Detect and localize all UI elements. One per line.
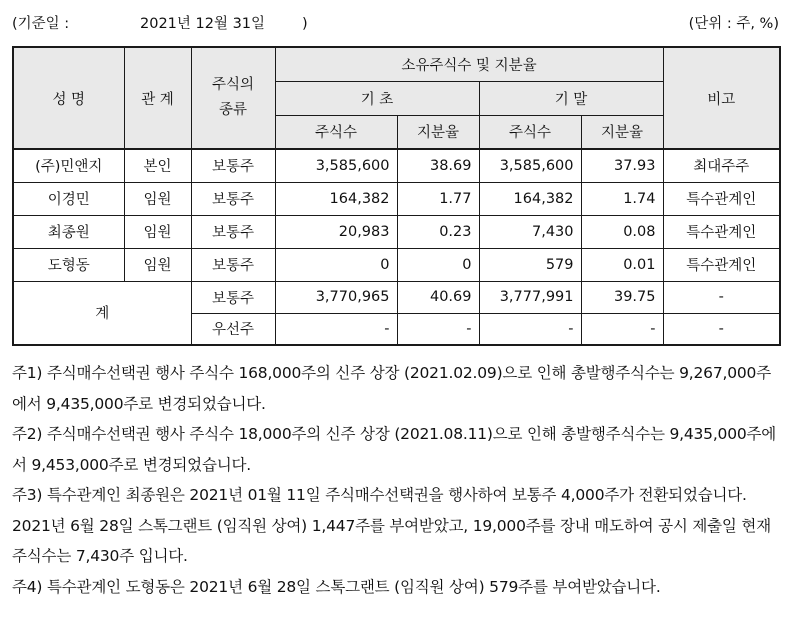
total-row <box>13 281 780 313</box>
cell-type: 보통주 <box>191 182 275 215</box>
cell-start-shares: 0 <box>275 248 397 281</box>
col-start-ratio-header: 지분율 <box>397 115 479 149</box>
footnote: 주3) 특수관계인 최종원은 2021년 01월 11일 주식매수선택권을 행사하여 보통주 4,000주가 전환되었습니다. 2021년 6월 28일 스톡그랜트 (임직원 상여) 1,447주를 부여받았고, 19,000주를 장내 매도하여 공시 제출일 현재 주식수는 7,430주 입니다. <box>12 486 771 565</box>
cell-type: 보통주 <box>191 281 275 313</box>
cell-start-ratio: 40.69 <box>397 281 479 313</box>
cell-start-shares: 164,382 <box>275 182 397 215</box>
col-name-header: 성 명 <box>13 47 124 149</box>
col-relation-header: 관 계 <box>124 47 191 149</box>
table-row <box>13 182 780 215</box>
cell-start-ratio: 0 <box>397 248 479 281</box>
unit-label: (단위 : 주, %) <box>688 16 779 32</box>
cell-note: 특수관계인 <box>663 248 780 281</box>
cell-start-ratio: - <box>397 313 479 345</box>
cell-type: 보통주 <box>191 215 275 248</box>
cell-note: 최대주주 <box>663 149 780 182</box>
cell-note: - <box>663 313 780 345</box>
total-label: 계 <box>13 281 191 345</box>
cell-end-shares: 579 <box>479 248 581 281</box>
cell-name: (주)민앤지 <box>13 149 124 182</box>
cell-relation: 임원 <box>124 182 191 215</box>
cell-note: 특수관계인 <box>663 182 780 215</box>
col-end-shares-header: 주식수 <box>479 115 581 149</box>
cell-type: 우선주 <box>191 313 275 345</box>
cell-end-shares: 3,777,991 <box>479 281 581 313</box>
cell-name: 이경민 <box>13 182 124 215</box>
table-row <box>13 248 780 281</box>
cell-note: - <box>663 281 780 313</box>
cell-relation: 임원 <box>124 248 191 281</box>
cell-name: 최종원 <box>13 215 124 248</box>
cell-start-ratio: 1.77 <box>397 182 479 215</box>
cell-end-ratio: 0.08 <box>581 215 663 248</box>
basis-date: 2021년 12월 31일 <box>140 16 266 32</box>
col-period-end-header: 기 말 <box>479 81 663 115</box>
cell-start-ratio: 0.23 <box>397 215 479 248</box>
col-end-ratio-header: 지분율 <box>581 115 663 149</box>
footnote: 주1) 주식매수선택권 행사 주식수 168,000주의 신주 상장 (2021.02.09)으로 인해 총발행주식수는 9,267,000주에서 9,435,000주로 변경되었습니다. <box>12 364 771 413</box>
cell-start-shares: 3,770,965 <box>275 281 397 313</box>
cell-end-shares: - <box>479 313 581 345</box>
footnote: 주4) 특수관계인 도형동은 2021년 6월 28일 스톡그랜트 (임직원 상여) 579주를 부여받았습니다. <box>12 577 661 596</box>
col-stock-type-header: 주식의 종류 <box>191 47 275 149</box>
basis-label: (기준일 : <box>12 16 70 32</box>
footnote: 주2) 주식매수선택권 행사 주식수 18,000주의 신주 상장 (2021.08.11)으로 인해 총발행주식수는 9,435,000주에서 9,453,000주로 변경되었습니다. <box>12 425 777 474</box>
col-start-shares-header: 주식수 <box>275 115 397 149</box>
cell-end-ratio: 1.74 <box>581 182 663 215</box>
cell-type: 보통주 <box>191 149 275 182</box>
cell-end-shares: 164,382 <box>479 182 581 215</box>
col-note-header: 비고 <box>663 47 780 149</box>
cell-end-ratio: - <box>581 313 663 345</box>
col-period-start-header: 기 초 <box>275 81 479 115</box>
cell-relation: 임원 <box>124 215 191 248</box>
cell-relation: 본인 <box>124 149 191 182</box>
cell-note: 특수관계인 <box>663 215 780 248</box>
basis-close: ) <box>302 16 308 32</box>
cell-end-ratio: 37.93 <box>581 149 663 182</box>
cell-start-ratio: 38.69 <box>397 149 479 182</box>
footnotes <box>12 358 782 602</box>
cell-end-shares: 3,585,600 <box>479 149 581 182</box>
cell-start-shares: 20,983 <box>275 215 397 248</box>
table-header-row <box>13 47 780 81</box>
cell-end-ratio: 0.01 <box>581 248 663 281</box>
cell-name: 도형동 <box>13 248 124 281</box>
cell-end-ratio: 39.75 <box>581 281 663 313</box>
basis-date-line <box>12 12 332 33</box>
cell-start-shares: 3,585,600 <box>275 149 397 182</box>
cell-end-shares: 7,430 <box>479 215 581 248</box>
cell-start-shares: - <box>275 313 397 345</box>
col-holding-group-header: 소유주식수 및 지분율 <box>275 47 663 81</box>
table-row <box>13 149 780 182</box>
table-row <box>13 215 780 248</box>
shareholding-table <box>12 46 781 346</box>
cell-type: 보통주 <box>191 248 275 281</box>
